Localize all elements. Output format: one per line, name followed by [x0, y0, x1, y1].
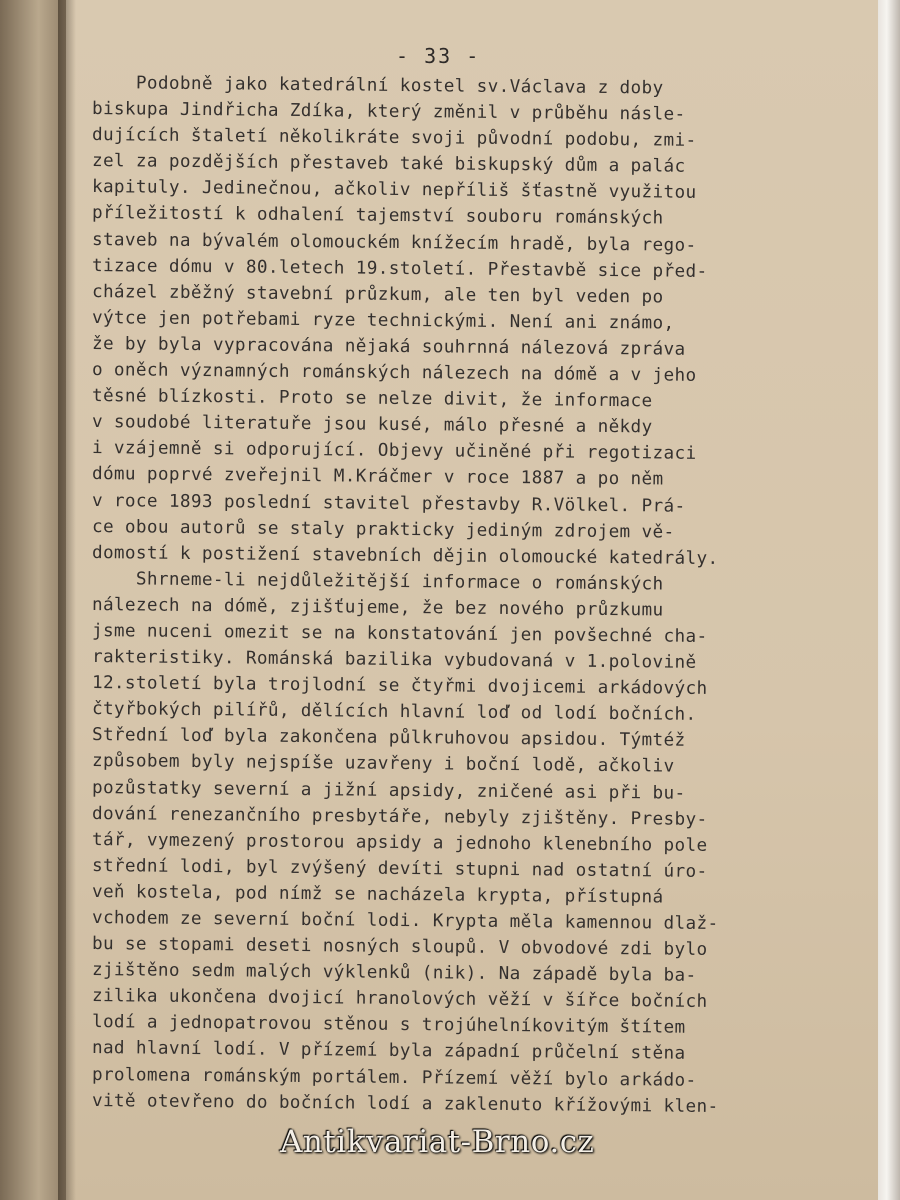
text-line: těsné blízkosti. Proto se nelze divit, že informace: [91, 386, 653, 412]
text-line: kapituly. Jedinečnou, ačkoliv nepříliš šťastně využitou: [91, 177, 697, 204]
text-line: nálezech na dómě, zjišťujeme, že bez nového průzkumu: [91, 594, 664, 621]
book-page: [66, 0, 880, 1200]
text-line: příležitostí k odhalení tajemství souboru románských: [91, 203, 664, 229]
text-line: Střední loď byla zakončena půlkruhovou apsidou. Týmtéž: [91, 725, 686, 752]
page-text: [91, 70, 872, 1117]
text-line: vitě otevřeno do bočních lodí a zaklenuto křížovými klen-: [91, 1090, 719, 1117]
text-line: dujících štaletí několikráte svoji původní podobu, zmi-: [91, 125, 697, 151]
text-line: dómu poprvé zveřejnil M.Kráčmer v roce 1887 a po něm: [91, 464, 664, 490]
text-line: staveb na bývalém olomouckém knížecím hradě, byla rego-: [91, 229, 697, 256]
text-line: rakteristiky. Románská bazilika vybudovaná v 1.polovině: [91, 647, 697, 673]
text-line: lodí a jednopatrovou stěnou s trojúhelníkovitým štítem: [91, 1012, 686, 1039]
text-line: v soudobé literatuře jsou kusé, málo přesné a někdy: [91, 412, 653, 438]
text-line: 12.století byla trojlodní se čtyřmi dvojicemi arkádových: [91, 673, 708, 700]
text-line: o oněch významných románských nálezech na dómě a v jeho: [91, 360, 697, 386]
text-line: nad hlavní lodí. V přízemí byla západní průčelní stěna: [91, 1038, 686, 1065]
text-line: zjištěno sedm malých výklenků (nik). Na západě byla ba-: [91, 960, 697, 986]
text-line: pozůstatky severní a jižní apsidy, zničené asi při bu-: [91, 777, 686, 804]
text-line: v roce 1893 poslední stavitel přestavby R.Völkel. Prá-: [91, 490, 686, 517]
text-line: zel za pozdějších přestaveb také biskupský dům a palác: [91, 151, 686, 177]
text-line: jsme nuceni omezit se na konstatování jen povšechné cha-: [91, 620, 708, 647]
text-line: dování renezančního presbytáře, nebyly zjištěny. Presby-: [91, 803, 708, 830]
text-line: tář, vymezený prostorou apsidy a jednoho klenebního pole: [91, 829, 708, 856]
text-line: Shrneme-li nejdůležitější informace o románských: [91, 568, 664, 595]
text-line: výtce jen potřebami ryze technickými. Není ani známo,: [91, 307, 675, 334]
text-line: zilika ukončena dvojicí hranolových věží v šířce bočních: [91, 986, 708, 1013]
text-line: ce obou autorů se staly prakticky jediným zdrojem vě-: [91, 516, 675, 543]
text-line: i vzájemně si odporující. Objevy učiněné při regotizaci: [91, 438, 697, 465]
text-line: domostí k postižení stavebních dějin olomoucké katedrály.: [91, 542, 719, 569]
text-line: cházel zběžný stavební průzkum, ale ten byl veden po: [91, 281, 664, 308]
text-line: vchodem ze severní boční lodi. Krypta měla kamennou dlaž-: [91, 908, 719, 935]
text-line: biskupa Jindřicha Zdíka, který změnil v průběhu násle-: [91, 99, 686, 125]
text-line: způsobem byly nejspíše uzavřeny i boční lodě, ačkoliv: [91, 751, 675, 778]
text-line: bu se stopami deseti nosných sloupů. V obvodové zdi bylo: [91, 934, 708, 961]
right-page-edge: [878, 0, 900, 1200]
text-line: veň kostela, pod nímž se nacházela krypta, přístupná: [91, 881, 664, 908]
book-spine-shadow: [58, 0, 76, 1200]
page-number: - 33 -: [396, 44, 481, 68]
text-line: střední lodi, byl zvýšený devíti stupni nad ostatní úro-: [91, 855, 708, 882]
watermark: Antikvariat-Brno.cz: [280, 1124, 595, 1160]
text-line: tizace dómu v 80.letech 19.století. Přestavbě sice před-: [91, 255, 708, 282]
text-line: že by byla vypracována nějaká souhrnná nálezová zpráva: [91, 333, 686, 360]
text-line: čtyřbokých pilířů, dělících hlavní loď od lodí bočních.: [91, 699, 697, 726]
text-line: Podobně jako katedrální kostel sv.Václava z doby: [91, 73, 664, 99]
text-line: prolomena románským portálem. Přízemí věží bylo arkádo-: [91, 1064, 697, 1091]
